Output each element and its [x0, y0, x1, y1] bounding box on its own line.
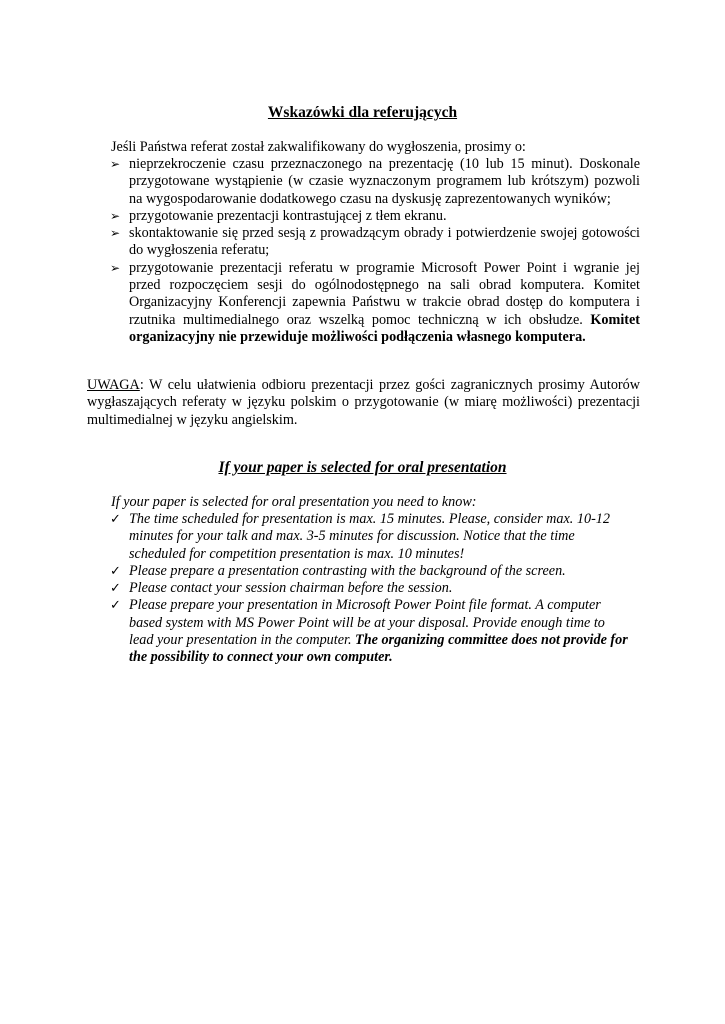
arrow-bullet-icon: ➢	[110, 226, 121, 241]
list-item-text: The time scheduled for presentation is max. 15 minutes. Please, consider max. 10-12 minutes for your talk and max. 3-5 minutes for discussion. Notice that the time scheduled for competition presentation is max. 10 minutes!	[129, 511, 610, 562]
english-intro-text: If your paper is selected for oral presentation you need to know:	[111, 494, 477, 510]
arrow-bullet-icon: ➢	[110, 157, 121, 171]
checkmark-bullet-icon: ✓	[110, 598, 121, 614]
warning-label: UWAGA	[87, 377, 140, 393]
list-item	[110, 563, 630, 580]
list-item	[110, 156, 640, 208]
list-item-text: przygotowanie prezentacji referatu w programie Microsoft Power Point i wgranie jej przed rozpoczęciem sesji do ogólnodostępnego na sali obrad komputera. Komitet Organizacyjny Konferencji zapewnia Państwu w trakcie obrad dostęp do komputera i rzutnika multimedialnego oraz wszelką pomoc techniczną w ich obsłudze.	[129, 259, 640, 328]
polish-intro-text: Jeśli Państwa referat został zakwalifikowany do wygłoszenia, prosimy o:	[111, 139, 526, 155]
list-item	[110, 597, 630, 666]
arrow-bullet-icon: ➢	[110, 260, 121, 275]
list-item	[110, 580, 630, 597]
warning-note	[87, 377, 640, 429]
list-item-text: Please prepare a presentation contrasting with the background of the screen.	[129, 562, 566, 579]
checkmark-bullet-icon: ✓	[110, 563, 121, 579]
list-item-text: Please contact your session chairman before the session.	[129, 580, 453, 597]
polish-guidelines-list	[110, 156, 640, 346]
english-guidelines-list	[110, 511, 630, 667]
list-item	[110, 260, 640, 346]
warning-text: : W celu ułatwienia odbioru prezentacji przez gości zagranicznych prosimy Autorów wygłaszających referaty w języku polskim o przygotowanie (w miarę możliwości) prezentacji multimedialnej w języku angielskim.	[87, 377, 640, 428]
list-item-bold-text: The organizing committee does not provide for the possibility to connect your own computer.	[129, 632, 628, 666]
polish-section-title: Wskazówki dla referujących	[267, 104, 458, 121]
list-item	[110, 208, 640, 225]
list-item-bold-text: Komitet organizacyjny nie przewiduje możliwości podłączenia własnego komputera.	[129, 311, 641, 345]
list-item-text: Please prepare your presentation in Microsoft Power Point file format. A computer based system with MS Power Point will be at your disposal. Provide enough time to lead your presentation in the computer.	[129, 597, 605, 649]
english-section-title: If your paper is selected for oral presentation	[218, 459, 507, 476]
checkmark-bullet-icon: ✓	[110, 581, 121, 597]
list-item-text: przygotowanie prezentacji kontrastującej z tłem ekranu.	[129, 207, 447, 224]
checkmark-bullet-icon: ✓	[110, 512, 121, 527]
list-item-text: nieprzekroczenie czasu przeznaczonego na prezentację (10 lub 15 minut). Doskonale przygotowane wystąpienie (w czasie wyznaczonym programem lub krótszym) pozwoli na wygospodarowanie dodatkowego czasu na dyskusję zaprezentowanych wyników;	[129, 156, 640, 207]
list-item	[110, 225, 640, 260]
list-item-text: skontaktowanie się przed sesją z prowadzącym obrady i potwierdzenie swojej gotowości do wygłoszenia referatu;	[129, 225, 640, 259]
list-item	[110, 511, 630, 563]
arrow-bullet-icon: ➢	[110, 208, 121, 223]
